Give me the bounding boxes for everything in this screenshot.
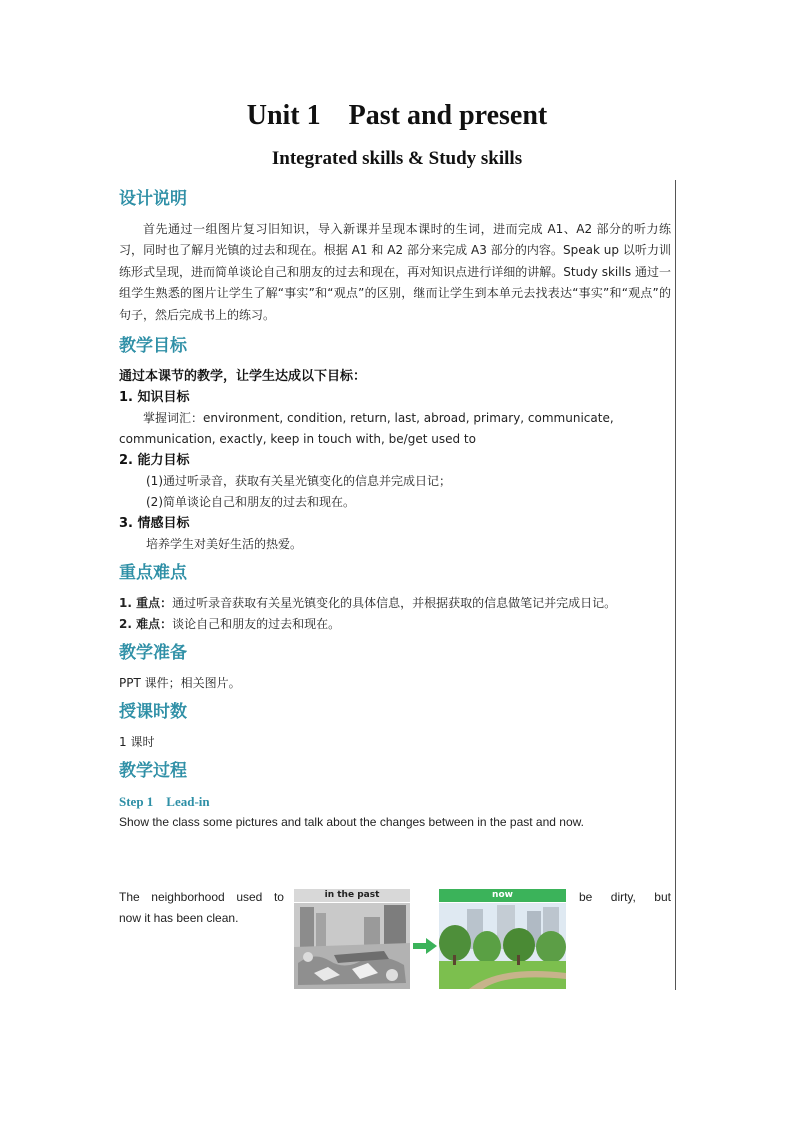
emotion-title: 3. 情感目标 [119, 516, 190, 532]
image-row [119, 887, 671, 992]
arrow-right-icon [413, 938, 437, 954]
caption-word: be [579, 890, 593, 904]
knowledge-title: 1. 知识目标 [119, 390, 190, 406]
key-point [119, 593, 671, 614]
ability-item-2: (2)简单谈论自己和朋友的过去和现在。 [146, 495, 355, 510]
page-title: Unit 1 Past and present [246, 100, 548, 131]
step1-title: Step 1 Lead-in [119, 794, 210, 810]
difficult-point-label: 2. 难点： [119, 617, 173, 632]
step1-text: Show the class some pictures and talk about the changes between in the past and now. [119, 815, 584, 830]
design-text: 首先通过一组图片复习旧知识，导入新课并呈现本课时的生词，进而完成 A1、A2 部分的听力练习，同时也了解月光镇的过去和现在。根据 A1 和 A2 部分来完成 A3 部分的内容。Speak up 以听力训练形式呈现，进而简单谈论自己和朋友的过去和现在，再对知识点进行详细的讲解。Study skills 通过一组学生熟悉的图片让学生了解“事实”和“观点”的区别，继而让学生到本单元去找表达“事实”和“观点”的句子，然后完成书上的练习。 [119, 222, 671, 322]
now-photo [439, 903, 566, 989]
comparison-image [294, 889, 566, 989]
caption-right [579, 887, 671, 908]
objectives-heading: 教学目标 [119, 336, 187, 357]
preparation-text: PPT 课件；相关图片。 [119, 676, 241, 691]
difficult-point-text: 谈论自己和朋友的过去和现在。 [172, 617, 341, 632]
now-label: now [439, 889, 566, 902]
right-margin-rule [675, 180, 676, 990]
past-photo [294, 903, 410, 989]
process-heading: 教学过程 [119, 761, 187, 782]
key-point-text: 通过听录音获取有关星光镇变化的具体信息，并根据获取的信息做笔记并完成日记。 [172, 596, 617, 611]
caption-word: used [236, 890, 263, 904]
page-subtitle: Integrated skills & Study skills [271, 148, 523, 169]
objectives-intro: 通过本课节的教学，让学生达成以下目标： [119, 369, 367, 385]
difficult-point [119, 614, 671, 635]
caption-word: but [654, 890, 671, 904]
in-the-past-label: in the past [294, 889, 410, 902]
key-point-label: 1. 重点： [119, 596, 173, 611]
hours-heading: 授课时数 [119, 702, 187, 723]
caption-word: to [273, 890, 284, 904]
caption-left [119, 887, 284, 929]
ability-title: 2. 能力目标 [119, 453, 190, 469]
preparation-heading: 教学准备 [119, 643, 187, 664]
caption-word: neighborhood [151, 890, 225, 904]
design-heading: 设计说明 [119, 189, 187, 209]
hours-text: 1 课时 [119, 735, 155, 750]
lesson-content [119, 187, 671, 833]
ability-item-1: (1)通过听录音，获取有关星光镇变化的信息并完成日记； [146, 474, 452, 489]
knowledge-text: 掌握词汇：environment, condition, return, last, abroad, primary, communicate, communication, exactly, keep in touch with, be/get used to [119, 411, 614, 447]
caption-word: dirty, [610, 890, 636, 904]
caption-line-2: now it has been clean. [119, 911, 239, 925]
caption-word: The [119, 890, 140, 904]
keypoints-heading: 重点难点 [119, 563, 187, 584]
emotion-text: 培养学生对美好生活的热爱。 [146, 537, 303, 552]
